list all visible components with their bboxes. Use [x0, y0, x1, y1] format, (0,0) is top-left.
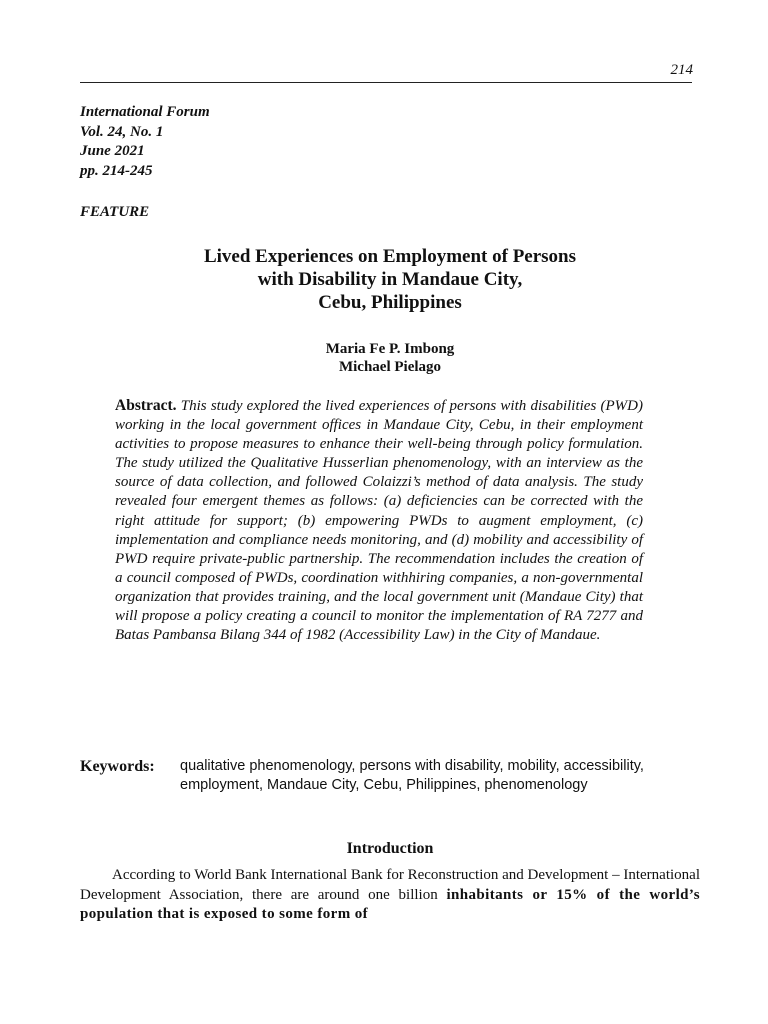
page-number: 214 — [670, 62, 693, 78]
title-line-1: Lived Experiences on Employment of Persons — [203, 246, 577, 267]
journal-pages: pp. 214-245 — [80, 162, 153, 179]
body-text-bold: inhabitants or 15% of the world’s population that is exposed to some form of — [80, 886, 700, 922]
title-line-3: Cebu, Philippines — [318, 292, 462, 313]
journal-volume: Vol. 24, No. 1 — [80, 123, 164, 140]
section-heading: Introduction — [346, 840, 434, 857]
abstract — [115, 396, 643, 645]
abstract-text: This study explored the lived experiences of persons with disabilities (PWD) working in the local government offices in Mandaue City, Cebu, in their employment activities to propose measures to enhance their well-being through policy formulation. The study utilized the Qualitative Husserlian phenomenology, with an interview as the source of data collection, and followed Colaizzi’s method of data analysis. The study revealed four emergent themes as follows: (a) deficiencies can be corrected with the right attitude for support; (b) empowering PWDs to augment employment, (c) implementation and compliance needs monitoring, and (d) mobility and accessibility of PWD require private-public partnership. The recommendation includes the creation of a council composed of PWDs, coordination withhiring companies, a non-governmental organization that provides training, and the local government unit (Mandaue City) that will propose a policy creating a council to monitor the implementation of RA 7277 and Batas Pambansa Bilang 344 of 1982 (Accessibility Law) in the City of Mandaue. — [115, 398, 643, 644]
journal-date: June 2021 — [80, 143, 145, 159]
article-title — [80, 245, 700, 314]
title-line-2: with Disability in Mandaue City, — [257, 269, 523, 290]
journal-name: International Forum — [80, 104, 210, 120]
keywords-text: qualitative phenomenology, persons with disability, mobility, accessibility, employment, Mandaue City, Cebu, Philippines, phenomenology — [180, 758, 644, 793]
author-name: Michael Pielago — [338, 359, 442, 375]
keywords-label: Keywords: — [80, 758, 155, 775]
author-name: Maria Fe P. Imbong — [325, 341, 455, 357]
journal-info — [80, 103, 210, 181]
abstract-label: Abstract. — [115, 397, 177, 414]
body-paragraph — [80, 866, 700, 925]
author-list — [80, 340, 700, 376]
body-text: According to World Bank International Bank for Reconstruction and Development – International Development Association, there are around one billion — [80, 867, 700, 903]
section-label: FEATURE — [80, 204, 150, 220]
header-rule — [80, 82, 692, 83]
